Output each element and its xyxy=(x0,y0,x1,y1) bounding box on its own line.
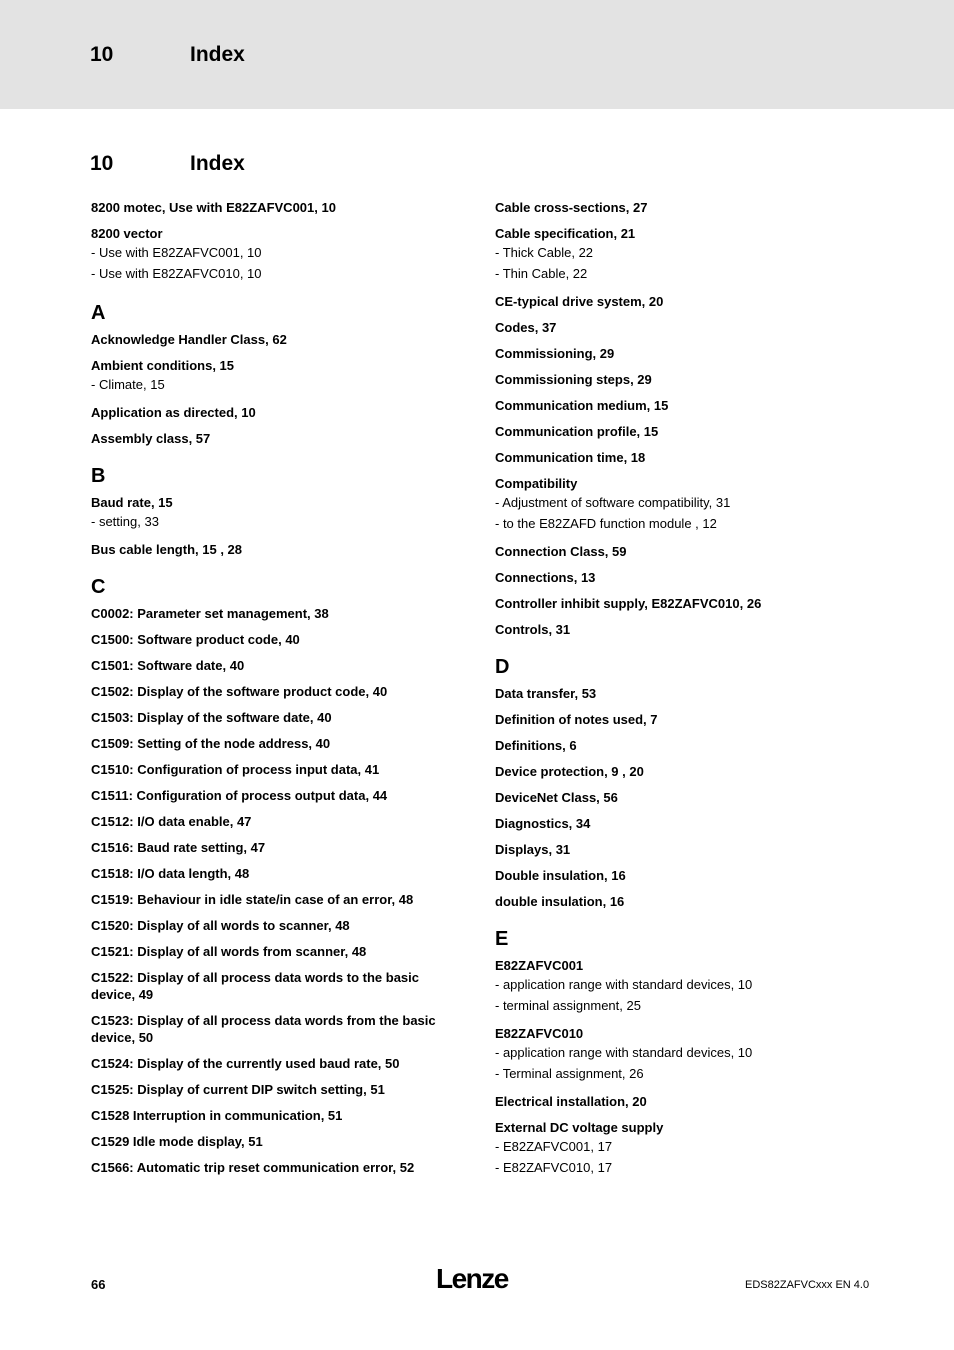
index-entry xyxy=(495,815,875,832)
index-entry-term[interactable]: Definitions, 6 xyxy=(495,738,577,753)
index-entry xyxy=(91,1133,456,1150)
index-entry xyxy=(91,891,456,908)
page-number: 66 xyxy=(91,1277,106,1292)
index-entry xyxy=(495,1025,875,1084)
index-entry xyxy=(91,787,456,804)
index-entry xyxy=(495,711,875,728)
index-entry xyxy=(495,569,875,586)
index-entry xyxy=(495,423,875,440)
index-entry-term[interactable]: E82ZAFVC010 xyxy=(495,1026,584,1041)
index-entry xyxy=(91,331,456,348)
index-subentry[interactable]: - Climate, 15 xyxy=(91,377,165,392)
index-entry-term[interactable]: Baud rate, 15 xyxy=(91,495,173,510)
index-entry xyxy=(91,404,456,421)
index-entry-term[interactable]: C1502: Display of the software product code, 40 xyxy=(91,684,388,699)
index-entry xyxy=(495,397,875,414)
index-entry xyxy=(495,763,875,780)
index-entry xyxy=(91,225,456,284)
index-entry xyxy=(495,789,875,806)
index-entry xyxy=(495,371,875,388)
index-entry-term[interactable]: Cable specification, 21 xyxy=(495,226,636,241)
index-entry-term[interactable]: DeviceNet Class, 56 xyxy=(495,790,618,805)
index-entry-term[interactable]: C1510: Configuration of process input data, 41 xyxy=(91,762,380,777)
index-subentry[interactable]: - Thin Cable, 22 xyxy=(495,266,588,281)
index-entry-term[interactable]: Commissioning steps, 29 xyxy=(495,372,652,387)
index-entry xyxy=(495,225,875,284)
index-entry-term[interactable]: Diagnostics, 34 xyxy=(495,816,591,831)
index-entry-term[interactable]: C1512: I/O data enable, 47 xyxy=(91,814,252,829)
lenze-logo: Lenze xyxy=(436,1263,508,1294)
index-entry-term[interactable]: External DC voltage supply xyxy=(495,1120,664,1135)
index-entry-term[interactable]: Double insulation, 16 xyxy=(495,868,626,883)
index-letter-heading: B xyxy=(91,465,106,487)
index-entry-term[interactable]: double insulation, 16 xyxy=(495,894,625,909)
index-entry-term[interactable]: Communication medium, 15 xyxy=(495,398,669,413)
index-entry xyxy=(91,943,456,960)
index-entry xyxy=(91,709,456,726)
index-entry xyxy=(495,345,875,362)
index-entry xyxy=(495,1119,875,1178)
index-column-right xyxy=(495,199,875,1187)
index-entry-term[interactable]: Controller inhibit supply, E82ZAFVC010, 26 xyxy=(495,596,762,611)
index-entry xyxy=(91,494,456,532)
index-entry-term[interactable]: Cable cross-sections, 27 xyxy=(495,200,648,215)
index-entry xyxy=(495,543,875,560)
index-entry xyxy=(91,631,456,648)
index-entry-term[interactable]: Commissioning, 29 xyxy=(495,346,615,361)
index-entry-term[interactable]: C1516: Baud rate setting, 47 xyxy=(91,840,266,855)
index-entry-term[interactable]: Electrical installation, 20 xyxy=(495,1094,647,1109)
index-entry xyxy=(91,541,456,558)
index-entry xyxy=(91,839,456,856)
index-subentry[interactable]: - Terminal assignment, 26 xyxy=(495,1066,644,1081)
index-entry xyxy=(91,430,456,447)
index-entry-term[interactable]: C1509: Setting of the node address, 40 xyxy=(91,736,331,751)
index-entry-term[interactable]: C1524: Display of the currently used baud rate, 50 xyxy=(91,1056,400,1071)
index-column-left xyxy=(91,199,456,1185)
index-entry-term[interactable]: Connection Class, 59 xyxy=(495,544,627,559)
index-entry xyxy=(495,957,875,1016)
index-entry xyxy=(495,595,875,612)
index-entry-term[interactable]: C1528 Interruption in communication, 51 xyxy=(91,1108,343,1123)
index-letter-heading: E xyxy=(495,928,509,950)
index-letter-heading: A xyxy=(91,302,106,324)
index-subentry[interactable]: - Use with E82ZAFVC001, 10 xyxy=(91,245,262,260)
index-entry-term[interactable]: C1511: Configuration of process output data, 44 xyxy=(91,788,388,803)
index-entry xyxy=(91,357,456,395)
header-chapter-number: 10 xyxy=(90,43,114,66)
index-subentry[interactable]: - application range with standard devices, 10 xyxy=(495,977,753,992)
index-entry xyxy=(495,319,875,336)
index-entry-term[interactable]: 8200 vector xyxy=(91,226,163,241)
index-entry-term[interactable]: C1566: Automatic trip reset communication error, 52 xyxy=(91,1160,415,1175)
index-entry xyxy=(91,199,456,216)
index-subentry[interactable]: - E82ZAFVC001, 17 xyxy=(495,1139,613,1154)
index-entry-term[interactable]: Controls, 31 xyxy=(495,622,571,637)
index-entry-term[interactable]: C0002: Parameter set management, 38 xyxy=(91,606,329,621)
index-entry xyxy=(495,621,875,638)
index-entry xyxy=(91,1081,456,1098)
index-letter-heading: C xyxy=(91,576,106,598)
index-entry-term[interactable]: C1521: Display of all words from scanner, 48 xyxy=(91,944,367,959)
index-entry xyxy=(91,1107,456,1124)
index-entry-term[interactable]: Connections, 13 xyxy=(495,570,596,585)
index-entry-term[interactable]: E82ZAFVC001 xyxy=(495,958,584,973)
index-subentry[interactable]: - to the E82ZAFD function module , 12 xyxy=(495,516,717,531)
index-entry xyxy=(495,475,875,534)
index-entry xyxy=(495,1093,875,1110)
header-chapter-title: Index xyxy=(190,43,245,66)
index-entry-term[interactable]: Assembly class, 57 xyxy=(91,431,211,446)
index-entry xyxy=(91,1055,456,1072)
index-entry xyxy=(495,199,875,216)
index-entry-term[interactable]: 8200 motec, Use with E82ZAFVC001, 10 xyxy=(91,200,336,215)
index-entry-term[interactable]: Application as directed, 10 xyxy=(91,405,256,420)
index-entry-term[interactable]: Device protection, 9 , 20 xyxy=(495,764,644,779)
index-subentry[interactable]: - terminal assignment, 25 xyxy=(495,998,641,1013)
index-entry-term[interactable]: Codes, 37 xyxy=(495,320,557,335)
index-entry-term[interactable]: Bus cable length, 15 , 28 xyxy=(91,542,242,557)
index-letter-heading: D xyxy=(495,656,510,678)
index-entry-term[interactable]: C1522: Display of all process data words to the basic device, 49 xyxy=(91,970,419,1002)
index-entry xyxy=(91,735,456,752)
index-entry xyxy=(91,683,456,700)
index-subentry[interactable]: - Use with E82ZAFVC010, 10 xyxy=(91,266,262,281)
index-entry xyxy=(495,685,875,702)
index-subentry[interactable]: - application range with standard devices, 10 xyxy=(495,1045,753,1060)
index-entry-term[interactable]: Communication time, 18 xyxy=(495,450,646,465)
index-entry-term[interactable]: C1523: Display of all process data words from the basic device, 50 xyxy=(91,1013,436,1045)
index-entry-term[interactable]: C1503: Display of the software date, 40 xyxy=(91,710,332,725)
index-entry-term[interactable]: C1520: Display of all words to scanner, 48 xyxy=(91,918,350,933)
index-entry xyxy=(495,293,875,310)
index-entry xyxy=(91,605,456,622)
index-entry-term[interactable]: Displays, 31 xyxy=(495,842,571,857)
index-entry-term[interactable]: Acknowledge Handler Class, 62 xyxy=(91,332,287,347)
index-entry xyxy=(91,1012,456,1046)
section-title: Index xyxy=(190,152,245,175)
index-entry xyxy=(495,449,875,466)
index-entry-term[interactable]: CE-typical drive system, 20 xyxy=(495,294,664,309)
index-entry xyxy=(91,969,456,1003)
index-entry-term[interactable]: C1529 Idle mode display, 51 xyxy=(91,1134,263,1149)
index-entry-term[interactable]: C1518: I/O data length, 48 xyxy=(91,866,250,881)
index-entry-term[interactable]: Compatibility xyxy=(495,476,578,491)
index-subentry[interactable]: - E82ZAFVC010, 17 xyxy=(495,1160,613,1175)
index-subentry[interactable]: - Thick Cable, 22 xyxy=(495,245,594,260)
index-entry-term[interactable]: Data transfer, 53 xyxy=(495,686,597,701)
index-entry xyxy=(91,761,456,778)
index-entry-term[interactable]: C1500: Software product code, 40 xyxy=(91,632,300,647)
index-entry xyxy=(91,917,456,934)
index-entry-term[interactable]: C1501: Software date, 40 xyxy=(91,658,245,673)
index-entry-term[interactable]: Ambient conditions, 15 xyxy=(91,358,235,373)
index-entry-term[interactable]: C1525: Display of current DIP switch setting, 51 xyxy=(91,1082,385,1097)
index-entry xyxy=(91,1159,456,1176)
index-entry xyxy=(91,813,456,830)
index-entry xyxy=(495,841,875,858)
document-id: EDS82ZAFVCxxx EN 4.0 xyxy=(745,1279,870,1291)
section-number: 10 xyxy=(90,152,114,175)
index-subentry[interactable]: - Adjustment of software compatibility, 31 xyxy=(495,495,731,510)
header-band xyxy=(0,0,954,109)
index-entry-term[interactable]: C1519: Behaviour in idle state/in case of an error, 48 xyxy=(91,892,414,907)
index-entry-term[interactable]: Definition of notes used, 7 xyxy=(495,712,658,727)
index-entry xyxy=(495,867,875,884)
index-entry xyxy=(91,865,456,882)
index-entry xyxy=(495,893,875,910)
index-subentry[interactable]: - setting, 33 xyxy=(91,514,159,529)
index-entry xyxy=(91,657,456,674)
index-entry-term[interactable]: Communication profile, 15 xyxy=(495,424,659,439)
index-entry xyxy=(495,737,875,754)
